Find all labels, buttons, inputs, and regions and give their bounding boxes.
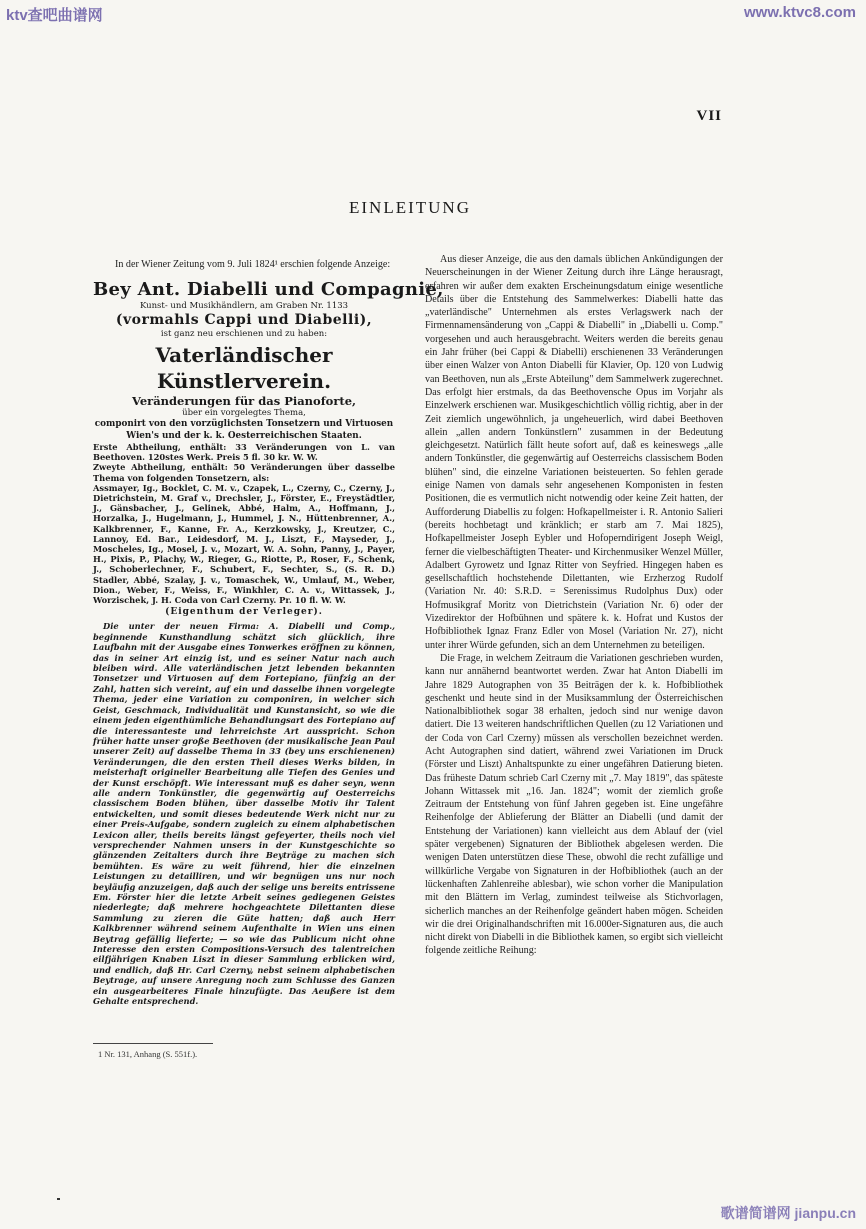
ad-second-part: Zweyte Abtheilung, enthält: 50 Veränderungen über dasselbe Thema von folgenden Tonsetzern, als: <box>93 462 395 483</box>
intro-paragraph: In der Wiener Zeitung vom 9. Juli 1824¹ erschien folgende Anzeige: <box>115 259 391 270</box>
footnote: 1 Nr. 131, Anhang (S. 551f.). <box>98 1049 198 1059</box>
ad-heading: Vaterländischer Künstlerverein. <box>155 343 333 394</box>
ad-theme-line: über ein vorgelegtes Thema, <box>182 408 306 419</box>
ad-firm-name: Bey Ant. Diabelli und Compagnie, <box>93 279 444 301</box>
right-column <box>425 253 723 958</box>
left-column <box>93 258 444 1007</box>
ad-former-name: (vormahls Cappi und Diabelli), <box>115 312 373 329</box>
ad-available: ist ganz neu erschienen und zu haben: <box>160 329 328 340</box>
ad-composed-by: componirt von den vorzüglichsten Tonsetzern und Virtuosen Wien's und der k. k. Oesterreichischen Staaten. <box>94 419 394 441</box>
ad-firm-address: Kunst- und Musikhändlern, am Graben Nr. 1133 <box>139 301 349 312</box>
ad-composer-list: Assmayer, Ig., Bocklet, C. M. v., Czapek, L., Czerny, C., Czerny, J., Dietrichstein, M. Graf v., Drechsler, J., Förster, E., Freystädtler, J., Gänsbacher, J., Gelinek, Abbé, Halm, A., Hoffmann, J., Horzalka, J., Hugelmann, J., Hummel, J. N., Hüttenbrenner, A., Kalkbrenner, F., Kanne, Fr. A., Kerzkowsky, J., Kreutzer, C., Lannoy, Ed. Bar., Leidesdorf, M. J., Liszt, F., Mayseder, J., Moscheles, Ig., Mosel, J. v., Mozart, W. A. Sohn, Panny, J., Payer, H., Pixis, P., Plachy, W., Rieger, G., Riotte, P., Roser, F., Schenk, J., Schoberlechner, F., Schubert, F., Sechter, S., (S. R. D.) Stadler, Abbé, Szalay, J. v., Tomaschek, W., Umlauf, M., Weber, Dion., Weber, F., Weiss, F., Winkhler, C. A. v., Wittassek, J., Worzischek, J. H. Coda von Carl Czerny. Pr. 10 fl. W. W. <box>93 482 395 605</box>
right-paragraph-2: Die Frage, in welchem Zeitraum die Variationen geschrieben wurden, kann nur annähernd beantwortet werden. Zwar hat Anton Diabelli im Jahre 1829 Autographen von 35 Beiträgen der k. k. Hofbibliothek geschenkt und heute sind in der Musiksammlung der Österreichischen Nationalbibliothek sogar 38 erhalten, jedoch sind nur wenige davon datiert. Die 13 weiteren handschriftlichen Quellen (zu 12 Variationen und der Coda von Carl Czerny) müssen als verschollen bezeichnet werden. Acht Autographen sind datiert, während zwei Variationen im Druck (Förster und Liszt) Anhaltspunkte zu einer ungefähren Datierung bieten. Das früheste Datum schrieb Carl Czerny mit „7. May 1819", das späteste Johann Wittassek mit „16. Jan. 1824"; womit der ziemlich große Zeitraum der Entstehung von fünf Jahren gegeben ist. Eine ungefähre Reihenfolge der Ablieferung der Blätter an Diabelli (und damit der Entstehung der Variationen) kann vielleicht aus dem Ablauf der (viel später vergebenen) Signaturen der Bibliothek abgelesen werden. Die wenigen Daten unterstützen diese These, obwohl die recht zufällige und willkürliche Vergabe von Signaturen in der Hofbibliothek (auch an der lückenhaften Zahlenreihe ablesbar), wie schon vorher die Manipulation mit den Blättern im Verlag, zumindest teilweise als Stichvorlagen, sicherlich manches an der Reihenfolge geändert haben mögen. Scheiden wir die drei Originalhandschriften mit 16.000er-Signaturen aus, die auch nicht direkt von Diabelli in die Bibliothek kamen, so ergibt sich vielleicht folgende zeitliche Reihung: <box>425 652 723 957</box>
ad-variations-title: Veränderungen für das Pianoforte, <box>131 394 357 409</box>
ad-first-part: Erste Abtheilung, enthält: 33 Veränderungen von L. van Beethoven. 120stes Werk. Preis 5 fl. 30 kr. W. W. <box>93 441 395 463</box>
watermark-bottom: 歌谱简谱网 jianpu.cn <box>720 1205 856 1221</box>
footnote-rule <box>93 1043 213 1044</box>
page-number: VII <box>696 108 722 124</box>
watermark-right: www.ktvc8.com <box>744 4 856 21</box>
page-title: EINLEITUNG <box>349 198 471 217</box>
right-paragraph-1: Aus dieser Anzeige, die aus den damals üblichen Ankündigungen der Neuerscheinungen in der Wiener Zeitung durch ihre Länge herausragt, erfahren wir außer dem exakten Erscheinungsdatum einige wesentliche Details über die Entstehung des Sammelwerkes: Diabelli hatte das „vaterländische" Unternehmen als erstes Verlagswerk nach der Firmennamensänderung von „Cappi & Diabelli" in „Diabelli u. Comp." vorgesehen und auch herausgebracht. Weiters werden die bereits genau ein Jahr früher (bei Cappi & Diabelli) erschienenen 33 Veränderungen über einen Walzer von Anton Diabelli für Klavier, Op. 120 von Ludwig van Beethoven, nun als „Erste Abteilung" dem Sammelwerk zugerechnet. Das erfolgt hier erstmals, da das Beethovensche Opus im Vorjahr als Einzelwerk erschienen war. Musikgeschichtlich völlig richtig, aber in der Zeit ziemlich ungewöhnlich, ja ungeheuerlich, wird dabei Beethoven allein „allen andern Tonkünstlern" zusammen in der Bedeutung gleichgesetzt. Natürlich fällt heute sofort auf, daß es keineswegs „alle andern Tonkünstler, die gegenwärtig auf Oesterreichs classischem Boden blühen" sind, die einzelne Variationen beisteuerten. So fehlen gerade einige Namen von damals sehr angesehenen Komponisten in festen Positionen, die es vermutlich nicht notwendig oder keine Zeit hatten, der Aufforderung Diabellis zu folgen: Hofkapellmeister i. R. Antonio Salieri (bereits hochbetagt und kränklich; er starb am 7. Mai 1825), Hofkapellmeister Joseph Eybler und Hofoperndirigent Joseph Weigl, ferner die vielbeschäftigten Theater- und Kirchenmusiker Wenzel Müller, Adalbert Gyrowetz und Ignaz Ritter von Seyfried. Hingegen haben es gesellschaftlich hochstehende Dilettanten, wie Erzherzog Rudolf (Variation Nr. 40: S.R.D. = Serenissimus Rudolphus Dux) oder Hofmusikgraf Moritz von Dietrichstein (Variation Nr. 6) oder der Vizedirektor der Hofbühnen und spätere k. k. Hofrat und Kustos der Hofbibliothek Ignaz Franz Edler von Mosel (Variation Nr. 27), nicht unter ihrer Würde gefunden, sich an dem Unternehmen zu beteiligen. <box>425 254 723 651</box>
ad-body-text: Die unter der neuen Firma: A. Diabelli und Comp., beginnende Kunsthandlung schätzt sich glücklich, ihre Laufbahn mit der Ausgabe eines Tonwerkes eröffnen zu können, das in seiner Art einzig ist, und es seiner Natur nach auch bleiben wird. Alle vaterländischen jetzt lebenden bekannten Tonsetzer und Virtuosen auf dem Fortepiano, fünfzig an der Zahl, hatten sich vereint, auf ein und dasselbe ihnen vorgelegte Thema, jeder eine Variation zu componiren, in welcher sich Geist, Geschmack, Individualität und Kunstansicht, so wie die einem jeden eigenthümliche Behandlungsart des Fortepiano auf die interessanteste und lehrreichste Art ausspricht. Schon früher hatte unser große Beethoven (der musikalische Jean Paul unserer Zeit) auf dasselbe Thema in 33 (bey uns erschienenen) Veränderungen, die den ersten Theil dieses Werks bilden, in meisterhaft origineller Bearbeitung alle Tiefen des Genies und der Kunst erschöpft. Wie interessant muß es daher seyn, wenn alle andern Tonkünstler, die gegenwärtig auf Oesterreichs classischem Boden blühen, über dasselbe Motiv ihr Talent entwickelten, und somit dieses bedeutende Werk nicht nur zu einer Preis-Aufgabe, sondern zugleich zu einem alphabetischen Lexicon aller, theils bereits längst gefeyerter, theils noch viel versprechender Nahmen unsers in der Kunstgeschichte so glänzenden Zeitalters durch ihre Beyträge zu machen sich bemühten. Es wäre zu weit führend, hier die einzelnen Leistungen zu detailliren, und wir begnügen uns nur noch beyläufig anzuzeigen, daß auch der selige uns bereits entrissene Em. Förster hier die letzte Arbeit seines gediegenen Geistes niederlegte; daß mehrere hochgeachtete Dilettanten diese Sammlung zu zieren die Güte hatten; daß auch Herr Kalkbrenner während seinem Aufenthalte in Wien uns einen Beytrag gefällig lieferte; — so wie das Publicum nicht ohne Interesse den ersten Compositions-Versuch des talentreichen eilfjährigen Knaben Liszt in dieser Sammlung erblicken wird, und endlich, daß Hr. Carl Czerny, nebst seinem alphabetischen Beytrage, auf unsere Anregung noch zum Schlusse des Ganzen ein ausgearbeiteres Finale hinzufügte. Das Aeußere ist dem Gehalte entsprechend. <box>93 621 395 1007</box>
page-mark <box>57 1198 60 1200</box>
ad-ownership: (Eigenthum der Verleger). <box>165 607 323 618</box>
watermark-left: ktv查吧曲谱网 <box>6 7 103 24</box>
